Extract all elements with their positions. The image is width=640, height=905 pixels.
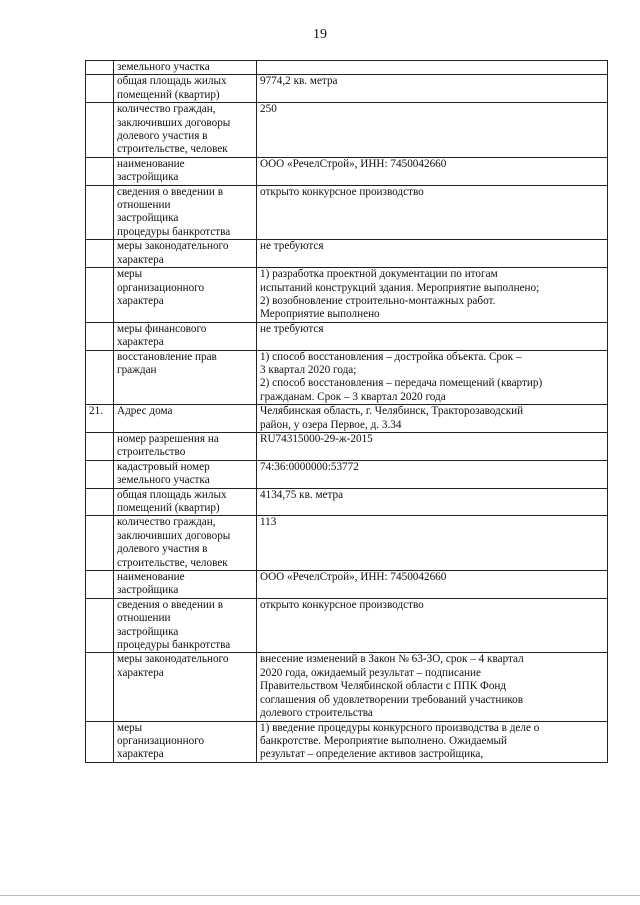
field-value-line: банкротстве. Мероприятие выполнено. Ожидаемый xyxy=(260,734,508,747)
field-label-line: строительство xyxy=(117,446,186,459)
field-label-line: помещений (квартир) xyxy=(117,502,220,514)
field-value-line: результат – определение активов застройщика, xyxy=(260,748,484,761)
field-label-line: строительстве, человек xyxy=(117,556,228,569)
field-value-line: долевого строительства xyxy=(260,707,373,720)
field-value-line: не требуются xyxy=(260,240,324,253)
field-label-line: количество граждан, xyxy=(117,103,216,116)
field-value-line: ООО «РечелСтрой», ИНН: 7450042660 xyxy=(260,157,447,170)
field-label xyxy=(114,240,257,268)
field-label-line: меры законодательного xyxy=(117,653,229,666)
table-row xyxy=(86,185,608,240)
row-number xyxy=(86,516,114,571)
field-value-line: 1) введение процедуры конкурсного производства в деле о xyxy=(260,721,540,734)
field-value-line: 113 xyxy=(260,516,277,529)
field-label-line: отношении xyxy=(117,199,171,212)
row-number xyxy=(86,598,114,653)
row-number: 21. xyxy=(86,405,114,433)
field-label-line: общая площадь жилых xyxy=(117,488,227,501)
field-value xyxy=(257,240,608,268)
field-value-line: 2) возобновление строительно-монтажных работ. xyxy=(260,294,496,307)
field-label-line: количество граждан, xyxy=(117,516,216,529)
table-row xyxy=(86,103,608,158)
row-number xyxy=(86,571,114,599)
field-label-line: земельного участка xyxy=(117,61,210,73)
field-label-line: сведения о введении в xyxy=(117,598,223,611)
field-value xyxy=(257,598,608,653)
field-label-line: земельного участка xyxy=(117,474,210,487)
field-value xyxy=(257,460,608,488)
row-number xyxy=(86,721,114,762)
field-label-line: характера xyxy=(117,336,164,349)
field-label-line: наименование xyxy=(117,157,185,170)
field-label-line: застройщика xyxy=(117,171,179,184)
field-label-line: кадастровый номер xyxy=(117,460,210,473)
field-value-line: Правительством Челябинской области с ППК Фонд xyxy=(260,680,507,693)
field-value xyxy=(257,488,608,516)
table-row xyxy=(86,322,608,350)
field-label xyxy=(114,350,257,405)
field-value-line: район, у озера Первое, д. 3.34 xyxy=(260,418,402,431)
field-value xyxy=(257,721,608,762)
table-row xyxy=(86,157,608,185)
field-value xyxy=(257,157,608,185)
field-value-line: внесение изменений в Закон № 63-ЗО, срок – 4 квартал xyxy=(260,653,524,666)
field-label-line: помещений (квартир) xyxy=(117,88,220,101)
field-value xyxy=(257,103,608,158)
field-label-line: долевого участия в xyxy=(117,543,208,556)
field-label-line: заключивших договоры xyxy=(117,529,231,542)
row-number xyxy=(86,185,114,240)
field-label xyxy=(114,75,257,103)
field-value xyxy=(257,350,608,405)
field-value-line: испытаний конструкций здания. Мероприятие выполнено; xyxy=(260,281,540,294)
row-number xyxy=(86,653,114,721)
field-value-line: Челябинская область, г. Челябинск, Тракторозаводский xyxy=(260,405,524,418)
field-label xyxy=(114,653,257,721)
field-value-line: 1) способ восстановления – достройка объекта. Срок – xyxy=(260,350,522,363)
field-value-line: 1) разработка проектной документации по итогам xyxy=(260,268,498,281)
field-label-line: организационного xyxy=(117,734,205,747)
field-label-line: наименование xyxy=(117,571,185,584)
field-value xyxy=(257,432,608,460)
field-label-line: меры xyxy=(117,268,143,281)
table-body xyxy=(86,61,608,763)
field-label xyxy=(114,322,257,350)
table-row xyxy=(86,516,608,571)
table-row xyxy=(86,571,608,599)
field-label-line: меры xyxy=(117,721,143,734)
field-label-line: застройщика xyxy=(117,584,179,597)
field-value-line: открыто конкурсное производство xyxy=(260,185,424,198)
field-value xyxy=(257,571,608,599)
field-label xyxy=(114,571,257,599)
table-row xyxy=(86,598,608,653)
table-row xyxy=(86,75,608,103)
field-label-line: организационного xyxy=(117,281,205,294)
row-number xyxy=(86,322,114,350)
row-number xyxy=(86,75,114,103)
field-label xyxy=(114,488,257,516)
table-row xyxy=(86,460,608,488)
field-label-line: заключивших договоры xyxy=(117,116,231,129)
field-label-line: характера xyxy=(117,253,164,266)
field-value xyxy=(257,61,608,75)
field-value xyxy=(257,653,608,721)
field-value-line: открыто конкурсное производство xyxy=(260,598,424,611)
field-label-line: застройщика xyxy=(117,212,179,225)
row-number xyxy=(86,157,114,185)
field-label-line: граждан xyxy=(117,363,157,376)
field-value xyxy=(257,405,608,433)
row-number xyxy=(86,432,114,460)
field-label-line: общая площадь жилых xyxy=(117,75,227,88)
field-label xyxy=(114,268,257,323)
field-value-line: 2) способ восстановления – передача помещений (квартир) xyxy=(260,377,543,390)
field-label-line: застройщика xyxy=(117,625,179,638)
field-label-line: восстановление прав xyxy=(117,350,217,363)
field-value-line: 3 квартал 2020 года; xyxy=(260,363,357,376)
field-value xyxy=(257,322,608,350)
field-value-line: 9774,2 кв. метра xyxy=(260,75,338,88)
field-label-line: процедуры банкротства xyxy=(117,225,231,238)
field-label-line: долевого участия в xyxy=(117,130,208,143)
row-number xyxy=(86,488,114,516)
field-label-line: Адрес дома xyxy=(117,405,173,418)
field-value-line: ООО «РечелСтрой», ИНН: 7450042660 xyxy=(260,571,447,584)
row-number xyxy=(86,460,114,488)
field-label xyxy=(114,157,257,185)
field-label xyxy=(114,61,257,75)
table-row xyxy=(86,721,608,762)
field-value-line: 250 xyxy=(260,103,277,116)
row-number xyxy=(86,103,114,158)
field-label xyxy=(114,598,257,653)
field-label-line: отношении xyxy=(117,612,171,625)
page-bottom-rule xyxy=(0,895,640,896)
table-row xyxy=(86,61,608,75)
table-row xyxy=(86,405,608,433)
table-row xyxy=(86,488,608,516)
row-number xyxy=(86,61,114,75)
field-label xyxy=(114,460,257,488)
field-value-line: Мероприятие выполнено xyxy=(260,308,380,321)
row-number xyxy=(86,240,114,268)
page-number: 19 xyxy=(313,27,327,42)
field-label-line: номер разрешения на xyxy=(117,432,219,445)
table-row xyxy=(86,432,608,460)
field-value-line: 2020 года, ожидаемый результат – подписание xyxy=(260,666,481,679)
table-row xyxy=(86,653,608,721)
field-value-line: не требуются xyxy=(260,322,324,335)
field-label-line: характера xyxy=(117,748,164,761)
field-value-line: RU74315000-29-ж-2015 xyxy=(260,432,373,445)
table-row xyxy=(86,268,608,323)
field-value xyxy=(257,75,608,103)
field-label xyxy=(114,185,257,240)
table-row xyxy=(86,350,608,405)
field-label xyxy=(114,103,257,158)
row-number xyxy=(86,350,114,405)
field-label-line: сведения о введении в xyxy=(117,185,223,198)
field-label xyxy=(114,516,257,571)
field-label-line: меры законодательного xyxy=(117,240,229,253)
table-row xyxy=(86,240,608,268)
field-value xyxy=(257,516,608,571)
field-value xyxy=(257,268,608,323)
project-info-table xyxy=(85,60,608,763)
field-label xyxy=(114,721,257,762)
field-label xyxy=(114,432,257,460)
field-label-line: процедуры банкротства xyxy=(117,639,231,652)
field-label-line: меры финансового xyxy=(117,322,207,335)
field-label xyxy=(114,405,257,433)
field-value xyxy=(257,185,608,240)
field-label-line: строительстве, человек xyxy=(117,143,228,156)
field-value-line: соглашения об удовлетворении требований участников xyxy=(260,693,524,706)
field-value-line: 74:36:0000000:53772 xyxy=(260,460,359,473)
row-number xyxy=(86,268,114,323)
field-value-line: 4134,75 кв. метра xyxy=(260,488,344,501)
field-label-line: характера xyxy=(117,666,164,679)
field-value-line: гражданам. Срок – 3 квартал 2020 года xyxy=(260,390,446,403)
field-label-line: характера xyxy=(117,294,164,307)
